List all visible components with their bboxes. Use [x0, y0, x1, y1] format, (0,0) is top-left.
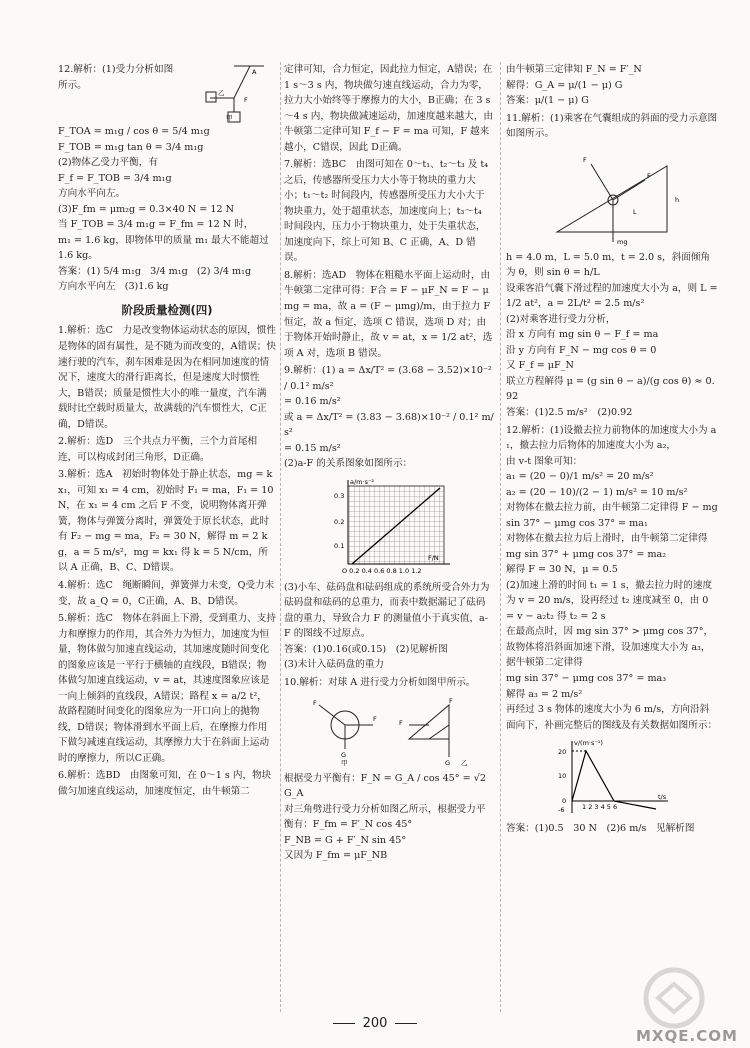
text-line: 对三角劈进行受力分析如图乙所示，根据受力平衡有：F_fm = F′_N cos 45°: [284, 803, 486, 831]
text-line: mg sin 37° − μmg cos 37° = ma₃: [506, 673, 667, 684]
text-line: a₂ = (20 − 10)/(2 − 1) m/s² = 10 m/s²: [506, 486, 688, 498]
text-line: (3)小车、砝码盘和砝码组成的系统所受合外力为砝码盘和砝码的总重力，而表中数据漏记了砝码盘的重力，导致合力 F 的测量值小于真实值，a-F 的图线不过原点。: [284, 581, 490, 640]
text-line: 沿 x 方向有 mg sin θ − F_f = ma: [506, 329, 659, 341]
text-line: 由牛顿第三定律知 F_N = F′_N: [506, 64, 642, 75]
answer: 答案：(1)2.5 m/s² (2)0.92: [506, 406, 633, 418]
svg-text:mg: mg: [617, 237, 628, 246]
text-line: a₁ = (20 − 0)/1 m/s² = 20 m/s²: [506, 471, 654, 483]
solution-5: 5.解析：选C 物体在斜面上下滑，受到重力、支持力和摩擦力的作用，其合外力为恒力，加速度为恒量，物体做匀加速直线运动，其加速度随时间变化的图象应该是一平行于横轴的直线段，B错误；物体做匀加速直线运动，v = at，其速度图象应该是一向上倾斜的直线段，A错误；路程 x = a/2 t²，故路程随时间变化的图象应为一开口向上的抛物线，D错误；物体滑到水平面上后，在摩擦力作用下做匀减速直线运动，其摩擦力大于在斜面上运动时的摩擦力，所以C正确。: [58, 613, 276, 764]
text-line: F_NB = G + F′_N sin 45°: [284, 834, 407, 846]
text-line: 在最高点时，因 mg sin 37° > μmg cos 37°，故物体将沿斜面加速下滑，设加速度大小为 a₃，: [506, 626, 714, 653]
vt-xticks: 1 2 3 4 5 6: [582, 803, 618, 812]
solution-10: 10.解析：对球 A 进行受力分析如图甲所示。: [284, 677, 476, 688]
text-line: (2)物体乙受力平衡，有: [58, 157, 158, 169]
column-middle: [284, 62, 494, 864]
vt-y-label: v/(m·s⁻¹): [574, 739, 603, 748]
vt-x-label: t/s: [658, 793, 667, 802]
text-line: 当 F_TOB = 3/4 m₁g = F_fm = 12 N 时，: [58, 219, 254, 231]
force-diagram-pair: [284, 695, 494, 767]
text-line: 又 F_f = μF_N: [506, 360, 574, 372]
solution-7: 7.解析：选BC 由图可知在 0～t₁、t₂～t₃ 及 t₄ 之后，传感器所受压力大小等于物块的重力大小；t₁～t₂ 时间段内，传感器所受压力大小大于物块重力，处于超重状态，加速度向上；t₃～t₄ 时间段内，压力小于物块重力，处于失重状态，加速度向下，综上可知 B、C 正确，A、D 错误。: [284, 159, 492, 264]
solution-3: 3.解析：选A 初始时物体处于静止状态，mg = kx₁，可知 x₁ = 4 cm，初始时 F₁ = ma，F₁ = 10 N，在 x₁ = 4 cm 之后 F 不变，说明物体离开弹簧，物体与弹簧分离时，弹簧处于原长状态，此时有 F₂ − mg = ma，F₂ = 30 N，解得 m = 2 kg，a = 5 m/s²，mg = kx₁ 得 k = 5 N/cm，所以 A 正确，B、C、D错误。: [58, 469, 277, 574]
solution-1: 1.解析：选C 力是改变物体运动状态的原因，惯性是物体的固有属性，是不随为而改变的，A错误；快速行驶的汽车，刹车困难是因为在相同加速度的情况下，速度大的滑行距离长，但是速度大时惯性大，B错误；质量是惯性大小的唯一量度，汽车满载时比空载时质量大，故满载的汽车惯性大，C正确，D错误。: [58, 325, 276, 430]
text-line: 方向水平向左。: [58, 188, 126, 200]
text-line: (2)a-F 的关系图象如图所示：: [284, 458, 413, 470]
text-line: 由 v-t 图象可知：: [506, 455, 583, 467]
text-line: 解得 F = 30 N，μ = 0.5: [506, 564, 618, 576]
solution-6-cont: 定律可知，合力恒定，因此拉力恒定，A错误；在 1 s～3 s 内，物块做匀速直线运动，合力为零，拉力大小始终等于摩擦力的大小，B正确；在 3 s～4 s 内，物块做减速运动，加速度越来越大，由牛顿第二定律可知 F_f − F = ma 可知，F 越来越小，C错误，因此 D正确。: [284, 64, 496, 153]
text-line: 设乘客沿气囊下滑过程的加速度大小为 a，则 L = 1/2 at²，a = 2L/t² = 2.5 m/s²: [506, 282, 721, 310]
force-diagram-ball-wedge: [299, 695, 479, 767]
figure-label-jia: 甲: [341, 758, 348, 767]
solution-6: 6.解析：选BD 由图象可知，在 0～1 s 内，物块做匀加速直线运动，加速度恒定，由牛顿第二: [58, 770, 272, 797]
text-line: (2)对乘客进行受力分析，: [506, 313, 616, 325]
text-line: 沿 y 方向有 F_N − mg cos θ = 0: [506, 344, 657, 356]
text-line: 根据受力平衡有：F_N = G_A / cos 45° = √2 G_A: [284, 772, 489, 800]
solution-2: 2.解析：选D 三个共点力平衡，三个力首尾相连，可以构成封闭三角形，D正确。: [58, 436, 258, 463]
text-line: = 0.16 m/s²: [284, 396, 341, 408]
text-line: (3)F_fm = μm₂g = 0.3×40 N = 12 N: [58, 203, 235, 215]
answer: 答案：(1)0.16(或0.15) (2)见解析图: [284, 643, 448, 655]
force-diagram-knot: [204, 62, 276, 124]
solution-4: 4.解析：选C 绳断瞬间，弹簧弹力未变，Q受力未变，故 a_Q = 0，C正确，A、B、D错误。: [58, 579, 275, 607]
graph-ytick: 0.1: [334, 541, 345, 550]
graph-ytick: 0.2: [334, 517, 345, 526]
q12-heading: 12.解析：(1)受力分析如图: [58, 64, 174, 75]
watermark-site: MXQE.COM: [636, 1027, 738, 1045]
text-line: = 0.15 m/s²: [284, 442, 341, 454]
vt-ytick: 20: [558, 748, 567, 757]
answer-cont: 方向水平向左 (3)1.6 kg: [58, 281, 169, 293]
text-line: 再经过 3 s 物体的速度大小为 6 m/s，方向沿斜面向下，补画完整后的图线及有关数据如图所示：: [506, 704, 718, 731]
solution-11: 11.解析：(1)乘客在气囊组成的斜面的受力示意图如图所示。: [506, 112, 718, 140]
svg-text:乙: 乙: [218, 89, 225, 97]
text-line: 所示。: [58, 79, 87, 91]
column-divider: [500, 62, 501, 1012]
svg-text:甲: 甲: [226, 114, 233, 122]
incline-figure: [506, 146, 718, 246]
svg-text:F: F: [399, 718, 403, 727]
a-f-graph: [324, 476, 454, 576]
svg-text:A: A: [252, 68, 257, 76]
svg-text:h: h: [675, 195, 680, 204]
text-line: 解得：G_A = μ/(1 − μ) G: [506, 79, 623, 91]
text-line: F_TOB = m₁g tan θ = 3/4 m₁g: [58, 141, 204, 153]
text-line: 解得 a₃ = 2 m/s²: [506, 688, 583, 700]
vt-ytick: -6: [558, 806, 565, 815]
solution-8: 8.解析：选AD 物体在粗糙水平面上运动时，由牛顿第二定律可得：F合 = F − μF_N = F − μmg = ma，故 a = (F − μmg)/m，由于拉力 F 恒定，故 a 恒定，选项 C 错误，选项 D 对；由于物体开始时静止，故 v = at，x = 1/2 at²，选项 A 对，选项 B 错误。: [284, 269, 494, 359]
text-line: 对物体在撤去拉力后上滑时，由牛顿第二定律得 mg sin 37° + μmg cos 37° = ma₂: [506, 533, 711, 560]
solution-9: 9.解析：(1) a = Δx/T² = (3.68 − 3.52)×10⁻² / 0.1² m/s²: [284, 365, 495, 392]
svg-text:L: L: [633, 207, 637, 216]
solution-12: 12.解析：(1)设撤去拉力前物体的加速度大小为 a₁，撤去拉力后物体的加速度大小为 a₂，: [506, 424, 717, 452]
answer: 答案：μ/(1 − μ) G: [506, 95, 589, 107]
a-f-graph-figure: [284, 476, 494, 576]
svg-text:G: G: [445, 758, 451, 767]
text-line: 对物体在撤去拉力前，由牛顿第二定律得 F − mg sin 37° − μmg cos 37° = ma₁: [506, 502, 721, 529]
text-line: 据牛顿第二定律得: [506, 657, 583, 669]
vt-ytick: 0: [562, 797, 567, 806]
graph-y-label: a/m·s⁻²: [350, 477, 374, 486]
svg-text:F: F: [373, 714, 377, 723]
answer-cont: (3)未计入砝码盘的重力: [284, 659, 384, 671]
answer: 答案：(1)0.5 30 N (2)6 m/s 见解析图: [506, 823, 695, 835]
svg-text:F: F: [449, 696, 453, 705]
text-line: m₁ = 1.6 kg，即物体甲的质量 m₁ 最大不能超过 1.6 kg。: [58, 234, 272, 262]
svg-text:F: F: [313, 698, 317, 707]
svg-text:F: F: [244, 96, 248, 104]
svg-text:F: F: [647, 171, 651, 180]
graph-ytick: 0.3: [334, 491, 345, 500]
svg-text:F: F: [583, 155, 587, 164]
text-line: h = 4.0 m，L = 5.0 m，t = 2.0 s，斜面倾角为 θ，则 sin θ = h/L: [506, 251, 711, 279]
graph-x-label: F/N: [428, 553, 439, 562]
column-right: [506, 62, 721, 837]
text-line: (2)加速上滑的时间 t₁ = 1 s，撤去拉力时的速度为 v = 20 m/s，设再经过 t₂ 速度减至 0，由 0 = v − a₂t₂ 得 t₂ = 2 s: [506, 579, 713, 622]
graph-xticks: O 0.2 0.4 0.6 0.8 1.0 1.2: [342, 566, 422, 575]
v-t-graph-figure: [506, 737, 718, 817]
vt-ytick: 10: [558, 772, 567, 781]
figure-label-yi: 乙: [461, 758, 468, 767]
column-left: [58, 62, 276, 799]
text-line: 联立方程解得 μ = (g sin θ − a)/(g cos θ) ≈ 0.92: [506, 375, 715, 403]
svg-text:G: G: [341, 750, 347, 759]
text-line: 或 a = Δx/T² = (3.83 − 3.68)×10⁻² / 0.1² m/s²: [284, 411, 494, 439]
v-t-graph: [552, 737, 672, 817]
text-line: F_f = F_TOB = 3/4 m₁g: [58, 172, 172, 184]
page-number: 200: [0, 1013, 750, 1034]
column-divider: [280, 62, 281, 1012]
text-line: 又因为 F_fm = μF_NB: [284, 850, 388, 862]
answer: 答案：(1) 5/4 m₁g 3/4 m₁g (2) 3/4 m₁g: [58, 265, 252, 277]
incline-diagram: [537, 146, 687, 246]
text-line: F_TOA = m₁g / cos θ = 5/4 m₁g: [58, 126, 210, 137]
section-heading: 阶段质量检测(四): [121, 302, 213, 317]
